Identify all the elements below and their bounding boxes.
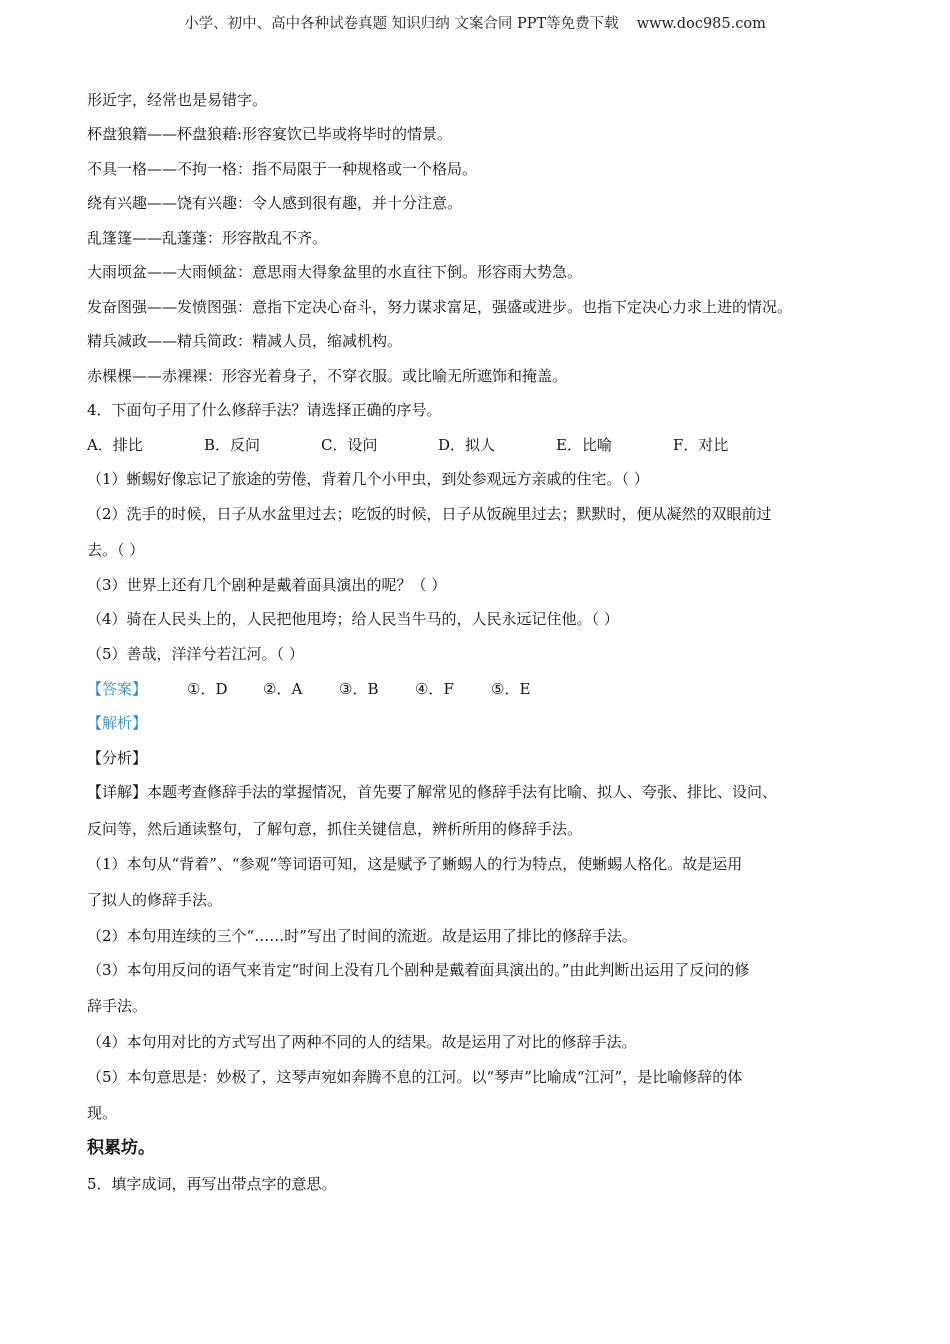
detail-text: 【详解】本题考查修辞手法的掌握情况，首先要了解常见的修辞手法有比喻、拟人、夸张、排比、设问、: [87, 783, 778, 801]
answer-2: ②．A: [263, 680, 303, 698]
explain-5: （5）本句意思是：妙极了，这琴声宛如奔腾不息的江河。以“琴声”比喻成“江河”，是比喻修辞的体: [87, 1068, 743, 1086]
sentence-2-cont: 去。（ ）: [87, 541, 145, 559]
header-text: 小学、初中、高中各种试卷真题 知识归纳 文案合同 PPT等免费下载: [184, 16, 619, 32]
option-e: E．比喻: [556, 436, 612, 454]
explain-1: （1）本句从“背着”、“参观”等词语可知，这是赋予了蜥蜴人的行为特点，使蜥蜴人格化。故是运用: [87, 855, 743, 873]
question-4: 4．下面句子用了什么修辞手法？请选择正确的序号。: [87, 401, 442, 419]
fenxi-label: 【分析】: [87, 749, 148, 767]
text-line: 赤棵棵——赤裸裸：形容光着身子，不穿衣服。或比喻无所遮饰和掩盖。: [87, 367, 568, 385]
text-line: 绕有兴趣——饶有兴趣：令人感到很有趣，并十分注意。: [87, 194, 463, 212]
option-d: D．拟人: [438, 436, 496, 454]
text-line: 精兵减政——精兵简政：精减人员，缩减机构。: [87, 332, 403, 350]
explain-1-cont: 了拟人的修辞手法。: [87, 891, 223, 909]
section-heading: 积累坊。: [87, 1138, 155, 1158]
options-row: [87, 434, 728, 456]
explain-3-cont: 辞手法。: [87, 997, 148, 1015]
explain-4: （4）本句用对比的方式写出了两种不同的人的结果。故是运用了对比的修辞手法。: [87, 1033, 637, 1051]
text-line: 大雨顷盆——大雨倾盆：意思雨大得象盆里的水直往下倒。形容雨大势急。: [87, 263, 583, 281]
header-site-link[interactable]: www.doc985.com: [636, 16, 766, 32]
explain-5-cont: 现。: [87, 1104, 118, 1122]
text-line: 不具一格——不拘一格：指不局限于一种规格或一个格局。: [87, 160, 478, 178]
sentence-5: （5）善哉，洋洋兮若江河。（ ）: [87, 645, 304, 663]
text-line: 发奋图强——发愤图强：意指下定决心奋斗，努力谋求富足，强盛或进步。也指下定决心力求上进的情况。: [87, 298, 793, 316]
option-f: F．对比: [673, 436, 729, 454]
option-b: B．反问: [204, 436, 261, 454]
sentence-3: （3）世界上还有几个剧种是戴着面具演出的呢？（ ）: [87, 576, 447, 594]
text-line: 乱篷篷——乱蓬蓬：形容散乱不齐。: [87, 229, 328, 247]
answer-4: ④．F: [415, 680, 454, 698]
option-a: A．排比: [87, 436, 143, 454]
explain-2: （2）本句用连续的三个“……时”写出了时间的流逝。故是运用了排比的修辞手法。: [87, 927, 637, 945]
text-line: 形近字，经常也是易错字。: [87, 91, 268, 109]
question-5: 5．填字成词，再写出带点字的意思。: [87, 1175, 337, 1193]
sentence-1: （1）蜥蜴好像忘记了旅途的劳倦，背着几个小甲虫，到处参观远方亲戚的住宅。（ ）: [87, 470, 649, 488]
text-line: 杯盘狼籍——杯盘狼藉:形容宴饮已毕或将毕时的情景。: [87, 125, 453, 143]
analysis-label: 【解析】: [87, 714, 148, 732]
sentence-2: （2）洗手的时候，日子从水盆里过去；吃饭的时候，日子从饭碗里过去；默默时，便从凝然的双眼前过: [87, 505, 772, 523]
answer-1: ①．D: [187, 680, 228, 698]
detail-text-cont: 反问等，然后通读整句，了解句意，抓住关键信息，辨析所用的修辞手法。: [87, 820, 583, 838]
answer-row: [87, 678, 530, 700]
explain-3: （3）本句用反问的语气来肯定“时间上没有几个剧种是戴着面具演出的。”由此判断出运用了反问的修: [87, 961, 750, 979]
sentence-4: （4）骑在人民头上的，人民把他甩垮；给人民当牛马的，人民永远记住他。（ ）: [87, 610, 619, 628]
option-c: C．设问: [321, 436, 378, 454]
answer-5: ⑤．E: [491, 680, 531, 698]
answer-3: ③．B: [339, 680, 379, 698]
answer-label: 【答案】: [87, 680, 148, 698]
page-header: [0, 12, 950, 33]
